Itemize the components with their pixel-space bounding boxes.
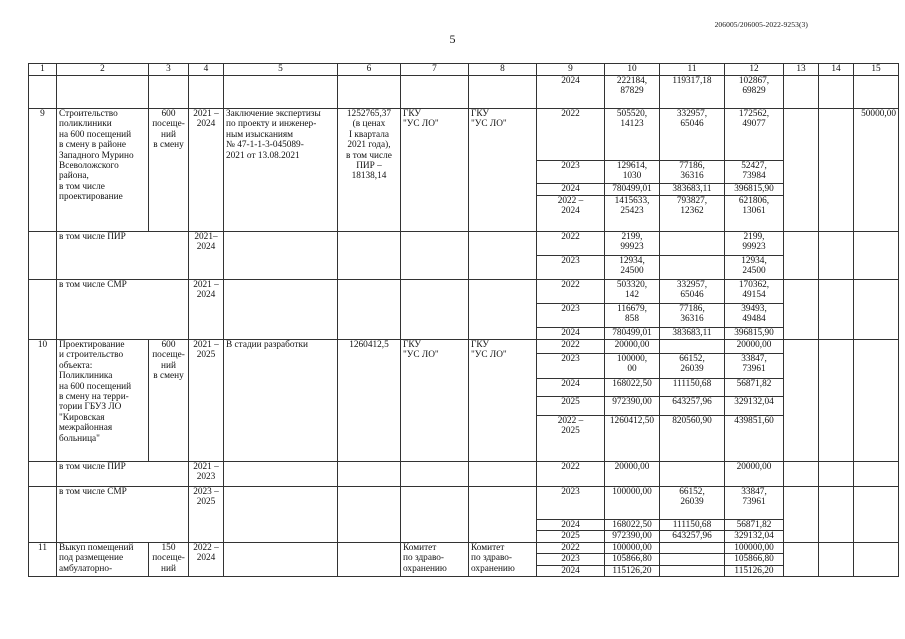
- amount-regional-cell: 621806, 13061: [725, 196, 784, 232]
- amount-federal-cell: [660, 554, 725, 565]
- estimated-cost: 1260412,5: [338, 340, 401, 462]
- amount-total-cell: 115126,20: [605, 565, 660, 576]
- document-id: 206005/206005-2022-9253(3): [714, 20, 808, 29]
- amount-total-cell: 168022,50: [605, 520, 660, 531]
- table-row: [29, 487, 899, 520]
- column-number-11: 11: [660, 64, 725, 76]
- amount-federal-cell: 383683,11: [660, 184, 725, 196]
- amount-federal-cell: 820560,90: [660, 416, 725, 462]
- column-number-12: 12: [725, 64, 784, 76]
- empty-cell: [224, 280, 338, 340]
- amount-federal-cell: 643257,96: [660, 531, 725, 542]
- customer: Комитет по здраво- охранению: [401, 542, 469, 576]
- empty-cell: [224, 76, 338, 109]
- year-cell: 2022: [537, 280, 605, 304]
- empty-cell: [224, 232, 338, 280]
- column-number-15: 15: [854, 64, 899, 76]
- amount-federal-cell: 332957, 65046: [660, 280, 725, 304]
- table-row: [29, 462, 899, 487]
- amount-federal-cell: 66152, 26039: [660, 487, 725, 520]
- empty-cell: [784, 542, 819, 576]
- year-cell: 2024: [537, 184, 605, 196]
- amount-regional-cell: 100000,00: [725, 542, 784, 553]
- column-number-10: 10: [605, 64, 660, 76]
- year-cell: 2022: [537, 542, 605, 553]
- year-cell: 2023: [537, 354, 605, 379]
- empty-cell: [854, 462, 899, 487]
- subitem-pir-period: 2021 – 2023: [189, 462, 224, 487]
- empty-cell: [29, 232, 57, 280]
- empty-cell: [819, 280, 854, 340]
- amount-regional-cell: 105866,80: [725, 554, 784, 565]
- empty-cell: [469, 462, 537, 487]
- header-row: [29, 64, 899, 76]
- table-row: [29, 76, 899, 109]
- empty-cell: [784, 462, 819, 487]
- amount-total-cell: 503320, 142: [605, 280, 660, 304]
- year-cell: 2024: [537, 76, 605, 109]
- empty-cell: [29, 487, 57, 543]
- amount-federal-cell: 643257,96: [660, 397, 725, 416]
- empty-cell: [338, 232, 401, 280]
- subitem-pir-label: в том числе ПИР: [57, 232, 189, 280]
- amount-federal-cell: [660, 565, 725, 576]
- amount-federal-cell: 77186, 36316: [660, 304, 725, 328]
- amount-federal-cell: 793827, 12362: [660, 196, 725, 232]
- amount-regional-cell: 396815,90: [725, 184, 784, 196]
- amount-total-cell: 505520, 14123: [605, 109, 660, 161]
- object-name: Проектирование и строительство объекта: Поликлиника на 600 посещений в смену на терри- тории ГБУЗ ЛО "Кировская межрайонная больница": [57, 340, 149, 462]
- period: 2021 – 2024: [189, 109, 224, 232]
- amount-total-cell: 780499,01: [605, 184, 660, 196]
- amount-regional-cell: 20000,00: [725, 340, 784, 354]
- empty-cell: [189, 76, 224, 109]
- empty-cell: [469, 76, 537, 109]
- empty-cell: [29, 462, 57, 487]
- amount-total-cell: 972390,00: [605, 531, 660, 542]
- column-number-4: 4: [189, 64, 224, 76]
- empty-cell: [784, 232, 819, 280]
- amount-federal-cell: 66152, 26039: [660, 354, 725, 379]
- amount-regional-cell: 2199, 99923: [725, 232, 784, 256]
- amount-regional-cell: 439851,60: [725, 416, 784, 462]
- amount-total-cell: 222184, 87829: [605, 76, 660, 109]
- amount-total-cell: 100000,00: [605, 542, 660, 553]
- amount-regional-cell: 102867, 69829: [725, 76, 784, 109]
- empty-cell: [401, 487, 469, 543]
- amount-regional-cell: 396815,90: [725, 328, 784, 340]
- amount-federal-cell: 77186, 36316: [660, 161, 725, 184]
- amount-federal-cell: 111150,68: [660, 379, 725, 397]
- amount-regional-cell: 56871,82: [725, 520, 784, 531]
- amount-total-cell: 12934, 24500: [605, 256, 660, 280]
- amount-total-cell: 20000,00: [605, 462, 660, 487]
- empty-cell: [338, 280, 401, 340]
- item-number: 11: [29, 542, 57, 576]
- customer: ГКУ "УС ЛО": [401, 109, 469, 232]
- period: 2022 – 2024: [189, 542, 224, 576]
- table-row: [29, 109, 899, 161]
- table-row: [29, 340, 899, 354]
- empty-cell: [819, 462, 854, 487]
- year-cell: 2024: [537, 328, 605, 340]
- empty-cell: [338, 542, 401, 576]
- amount-total-cell: 100000,00: [605, 487, 660, 520]
- empty-cell: [469, 280, 537, 340]
- amount-regional-cell: 52427, 73984: [725, 161, 784, 184]
- amount-federal-cell: 383683,11: [660, 328, 725, 340]
- year-cell: 2023: [537, 554, 605, 565]
- empty-cell: [819, 340, 854, 462]
- year-cell: 2022 – 2024: [537, 196, 605, 232]
- year-cell: 2024: [537, 379, 605, 397]
- design-document: Заключение экспертизы по проекту и инженер- ным изысканиям № 47-1-1-3-045089- 2021 от 13.08.2021: [224, 109, 338, 232]
- empty-cell: [57, 76, 149, 109]
- amount-regional-cell: 20000,00: [725, 462, 784, 487]
- amount-regional-cell: 329132,04: [725, 531, 784, 542]
- empty-cell: [854, 542, 899, 576]
- empty-cell: [401, 232, 469, 280]
- year-cell: 2023: [537, 256, 605, 280]
- column-number-6: 6: [338, 64, 401, 76]
- empty-cell: [469, 232, 537, 280]
- empty-cell: [149, 76, 189, 109]
- period: 2021 – 2025: [189, 340, 224, 462]
- amount-regional-cell: 56871,82: [725, 379, 784, 397]
- empty-cell: [819, 542, 854, 576]
- object-name: Выкуп помещений под размещение амбулаторно-: [57, 542, 149, 576]
- amount-federal-cell: [660, 256, 725, 280]
- amount-regional-cell: 170362, 49154: [725, 280, 784, 304]
- amount-regional-cell: 12934, 24500: [725, 256, 784, 280]
- subitem-smr-label: в том числе СМР: [57, 280, 189, 340]
- amount-federal-cell: [660, 542, 725, 553]
- table-row: [29, 542, 899, 553]
- amount-total-cell: 20000,00: [605, 340, 660, 354]
- year-cell: 2022 – 2025: [537, 416, 605, 462]
- year-cell: 2023: [537, 487, 605, 520]
- capacity: 150 посеще- ний: [149, 542, 189, 576]
- amount-total-cell: 1260412,50: [605, 416, 660, 462]
- empty-cell: [819, 109, 854, 232]
- subitem-smr-label: в том числе СМР: [57, 487, 189, 543]
- amount-total-cell: 972390,00: [605, 397, 660, 416]
- column-number-3: 3: [149, 64, 189, 76]
- column-number-5: 5: [224, 64, 338, 76]
- subitem-pir-period: 2021– 2024: [189, 232, 224, 280]
- object-name: Строительство поликлиники на 600 посещений в смену в районе Западного Мурино Всеволожского района, в том числе проектирование: [57, 109, 149, 232]
- developer: ГКУ "УС ЛО": [469, 109, 537, 232]
- item-number: 10: [29, 340, 57, 462]
- empty-cell: [401, 280, 469, 340]
- amount-total-cell: 168022,50: [605, 379, 660, 397]
- developer: ГКУ "УС ЛО": [469, 340, 537, 462]
- empty-cell: [224, 487, 338, 543]
- year-cell: 2024: [537, 565, 605, 576]
- empty-cell: [854, 340, 899, 462]
- amount-regional-cell: 172562, 49077: [725, 109, 784, 161]
- amount-regional-cell: 33847, 73961: [725, 354, 784, 379]
- empty-cell: [224, 462, 338, 487]
- column-number-8: 8: [469, 64, 537, 76]
- capacity: 600 посеще- ний в смену: [149, 109, 189, 232]
- amount-federal-cell: 332957, 65046: [660, 109, 725, 161]
- column-number-14: 14: [819, 64, 854, 76]
- empty-cell: [224, 542, 338, 576]
- empty-cell: [819, 487, 854, 543]
- amount-total-cell: 105866,80: [605, 554, 660, 565]
- amount-total-cell: 116679, 858: [605, 304, 660, 328]
- year-cell: 2022: [537, 340, 605, 354]
- amount-total-cell: 100000, 00: [605, 354, 660, 379]
- column-15-value: 50000,00: [854, 109, 899, 232]
- table-row: [29, 280, 899, 304]
- empty-cell: [401, 76, 469, 109]
- year-cell: 2022: [537, 232, 605, 256]
- estimated-cost: 1252765,37 (в ценах I квартала 2021 года), в том числе ПИР – 18138,14: [338, 109, 401, 232]
- subitem-smr-period: 2021 – 2024: [189, 280, 224, 340]
- amount-federal-cell: 119317,18: [660, 76, 725, 109]
- amount-regional-cell: 33847, 73961: [725, 487, 784, 520]
- amount-federal-cell: [660, 232, 725, 256]
- year-cell: 2022: [537, 109, 605, 161]
- empty-cell: [819, 232, 854, 280]
- design-document: В стадии разработки: [224, 340, 338, 462]
- amount-regional-cell: 39493, 49484: [725, 304, 784, 328]
- amount-total-cell: 129614, 1030: [605, 161, 660, 184]
- column-number-9: 9: [537, 64, 605, 76]
- subitem-pir-label: в том числе ПИР: [57, 462, 189, 487]
- customer: ГКУ "УС ЛО": [401, 340, 469, 462]
- column-number-2: 2: [57, 64, 149, 76]
- amount-regional-cell: 115126,20: [725, 565, 784, 576]
- empty-cell: [784, 109, 819, 232]
- amount-total-cell: 1415633, 25423: [605, 196, 660, 232]
- year-cell: 2025: [537, 397, 605, 416]
- empty-cell: [784, 76, 819, 109]
- empty-cell: [784, 280, 819, 340]
- year-cell: 2023: [537, 161, 605, 184]
- amount-federal-cell: [660, 462, 725, 487]
- empty-cell: [784, 487, 819, 543]
- empty-cell: [819, 76, 854, 109]
- empty-cell: [338, 487, 401, 543]
- empty-cell: [854, 487, 899, 543]
- capacity: 600 посеще- ний в смену: [149, 340, 189, 462]
- empty-cell: [29, 280, 57, 340]
- amount-regional-cell: 329132,04: [725, 397, 784, 416]
- year-cell: 2022: [537, 462, 605, 487]
- empty-cell: [854, 76, 899, 109]
- amount-total-cell: 780499,01: [605, 328, 660, 340]
- column-number-13: 13: [784, 64, 819, 76]
- empty-cell: [784, 340, 819, 462]
- year-cell: 2025: [537, 531, 605, 542]
- investment-table: [28, 63, 899, 577]
- empty-cell: [29, 76, 57, 109]
- page-number: 5: [449, 32, 456, 46]
- empty-cell: [401, 462, 469, 487]
- amount-total-cell: 2199, 99923: [605, 232, 660, 256]
- column-number-1: 1: [29, 64, 57, 76]
- column-number-7: 7: [401, 64, 469, 76]
- empty-cell: [469, 487, 537, 543]
- subitem-smr-period: 2023 – 2025: [189, 487, 224, 543]
- empty-cell: [854, 232, 899, 280]
- amount-federal-cell: 111150,68: [660, 520, 725, 531]
- empty-cell: [338, 462, 401, 487]
- amount-federal-cell: [660, 340, 725, 354]
- empty-cell: [338, 76, 401, 109]
- item-number: 9: [29, 109, 57, 232]
- developer: Комитет по здраво- охранению: [469, 542, 537, 576]
- year-cell: 2024: [537, 520, 605, 531]
- table-row: [29, 232, 899, 256]
- year-cell: 2023: [537, 304, 605, 328]
- empty-cell: [854, 280, 899, 340]
